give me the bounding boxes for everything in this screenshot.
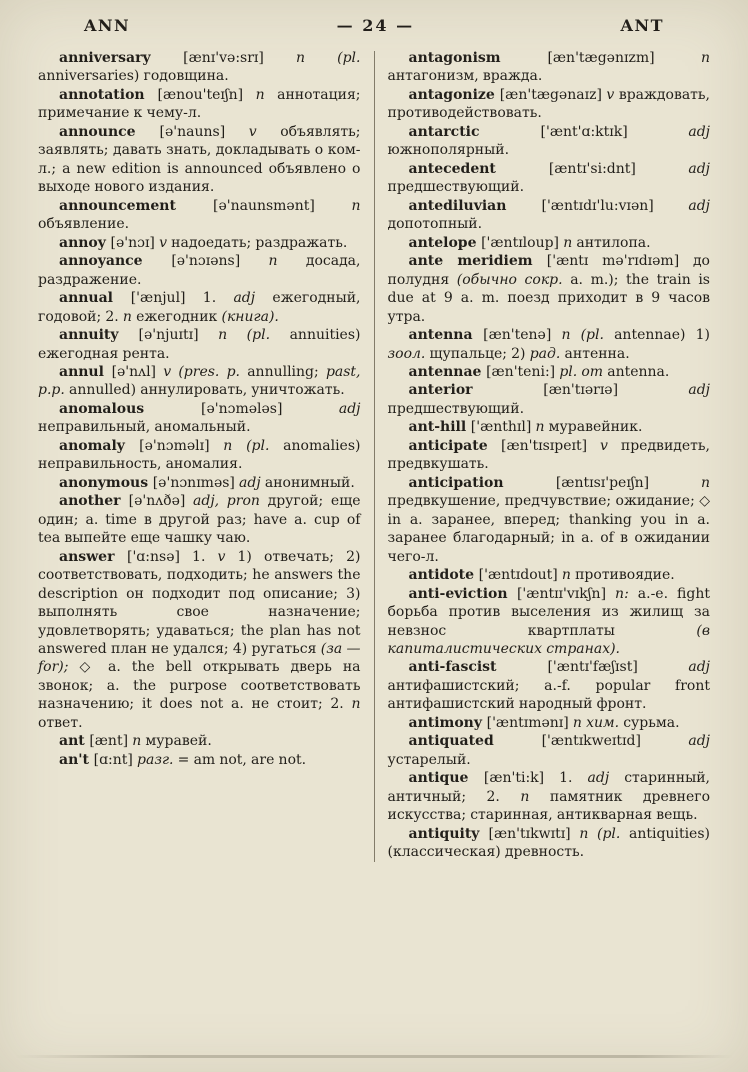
dictionary-entry [38, 289, 361, 326]
dictionary-entry [388, 566, 711, 584]
entry-headword: ant [59, 733, 90, 750]
entry-text: предвидеть, предвкушать. [387, 437, 710, 473]
entry-text: adj, pron [193, 493, 268, 510]
entry-text: [ænɪ'və:srɪ] [183, 50, 296, 66]
entry-text: ['æntɪdɪ'lu:vɪən] [541, 197, 689, 214]
dictionary-entry [388, 49, 711, 86]
entry-text: [ə'nɔnɪməs] [152, 474, 240, 491]
dictionary-entry [388, 418, 711, 436]
entry-text: враждовать, противодействовать. [387, 86, 710, 122]
entry-text: ['ɑ:nsə] 1. [127, 548, 218, 565]
dictionary-entry [388, 363, 711, 381]
entry-text: n [351, 197, 361, 214]
entry-headword: anticipate [408, 437, 501, 454]
entry-text: ['æntɪɪ'vɪkʃn] [516, 585, 616, 602]
dictionary-entry [388, 437, 711, 474]
entry-text: южнополярный. [387, 142, 510, 159]
header-guide-word-right: ANT [620, 16, 664, 35]
entry-text: ['æntɪdout] [478, 567, 562, 584]
entry-text: [ə'nʌðə] [128, 493, 194, 510]
entry-text: [æntɪsɪ'peɪʃn] [555, 474, 701, 491]
entry-text: n (pl. [579, 825, 630, 842]
entry-text: анонимный. [264, 474, 355, 491]
entry-headword: anti-fascist [408, 659, 548, 676]
entry-text: 1) отвечать; 2) соответствовать, подходить; he answers the description он подходит под описание; 3) выполнять свое назначение; удовлетворять; удаваться; the plan has not answered план не удался; 4) ругаться [38, 548, 361, 657]
entry-text: ['æntɪ'fæʃɪst] [547, 659, 689, 676]
entry-text: [ə'nʌl] [111, 363, 164, 380]
entry-text: антагонизм, вражда. [387, 68, 543, 85]
entry-text: n [563, 234, 577, 251]
entry-text: antenna. [607, 363, 670, 380]
entry-headword: announcement [59, 197, 213, 214]
dictionary-entry [38, 326, 361, 363]
header-guide-word-left: ANN [84, 16, 131, 35]
entry-text: n [700, 474, 710, 491]
entry-text: [æn'ti:k] 1. [483, 770, 588, 787]
dictionary-entry [38, 751, 361, 769]
entry-text: adj [688, 659, 710, 676]
entry-text: [ɑ:nt] [93, 751, 138, 768]
entry-text: n [700, 50, 710, 66]
entry-text: annulling; [247, 363, 326, 380]
entry-text: annulled) аннулировать, уничтожать. [69, 382, 345, 399]
page-number: — 24 — [336, 16, 415, 35]
entry-text: n: [615, 585, 638, 602]
entry-text: v [248, 123, 281, 140]
entry-text: (за — for); [38, 641, 361, 676]
entry-text: [æn'tɪərɪə] [543, 382, 689, 399]
dictionary-entry [38, 474, 361, 492]
dictionary-entry [388, 825, 711, 862]
entry-text: допотопный. [387, 216, 483, 233]
entry-text: [ə'njuɪtɪ] [138, 327, 219, 344]
dictionary-entry [388, 585, 711, 659]
entry-text: рад. [529, 345, 565, 362]
entry-text: n [132, 733, 146, 750]
entry-text: памятник древнего искусства; старинная, антикварная вещь. [387, 788, 711, 824]
entry-text: [æn'tɪkwɪtɪ] [488, 825, 580, 842]
entry-headword: antecedent [408, 160, 549, 177]
entry-headword: antimony [408, 714, 487, 731]
entry-text: другой; еще один; a. time в другой раз; have a. cup of tea выпейте еще чашку чаю. [38, 493, 361, 547]
entry-text: ['æntɪ mə'rɪdɪəm] до полудня [387, 253, 710, 288]
entry-headword: annoyance [59, 253, 172, 270]
dictionary-entry [388, 658, 711, 713]
entry-text: = am not, are not. [177, 751, 307, 768]
dictionary-entry [388, 714, 711, 732]
entry-text: v [600, 437, 621, 454]
entry-text: объявлять; заявлять; давать знать, докладывать о ком-л.; a new edition is announced объявлено о выходе нового издания. [38, 123, 361, 196]
dictionary-entry [38, 732, 361, 750]
dictionary-entry [388, 252, 711, 326]
entry-text: n (pl. [561, 327, 615, 344]
entry-headword: anti-eviction [408, 585, 517, 602]
entry-text: предшествующий. [387, 179, 525, 196]
entry-text: объявление. [38, 216, 130, 233]
entry-text: [æntɪ'si:dnt] [548, 160, 689, 177]
entry-headword: annotation [59, 86, 158, 103]
entry-text: n [122, 308, 137, 325]
right-column [388, 49, 711, 862]
entry-text: [æn'tægənɪzm] [547, 50, 701, 66]
dictionary-entry [388, 732, 711, 769]
entry-text: антенна. [564, 345, 630, 362]
entry-text: adj [688, 733, 710, 750]
entry-text: adj [688, 382, 710, 399]
entry-text: anomalies) неправильность, аномалия. [38, 437, 361, 473]
entry-headword: an't [59, 751, 94, 768]
entry-text: [æn'tenə] [483, 327, 562, 344]
dictionary-entry [38, 49, 361, 86]
entry-text: n [561, 567, 576, 584]
entry-text: ['æntɪloup] [481, 234, 564, 251]
entry-text: ежегодник [136, 308, 222, 325]
entry-text: [ə'nɔməlɪ] [139, 437, 224, 454]
dictionary-entry [388, 326, 711, 363]
dictionary-entry [388, 197, 711, 234]
entry-headword: annuity [59, 327, 139, 344]
entry-text: antennae) 1) [614, 327, 710, 344]
column-divider [374, 51, 375, 862]
entry-text: предвкушение, предчувствие; ожидание; ◇ in a. заранее, вперед; thanking you in a. заранее благодарный; in a. of в ожидании чего-л. [387, 493, 710, 565]
entry-text: anniversaries) годовщина. [38, 68, 229, 85]
entry-headword: annul [59, 363, 112, 380]
entry-text: annuities) ежегодная рента. [38, 327, 361, 362]
entry-text: adj [239, 474, 265, 491]
text-columns [38, 49, 710, 862]
entry-text: [æn'tægənaɪz] [499, 86, 607, 103]
page-header [38, 16, 710, 35]
left-column [38, 49, 361, 862]
entry-text: [æn'teni:] [486, 363, 560, 380]
entry-text: n (pl. [223, 437, 284, 454]
entry-text: past, p.p. [38, 363, 361, 399]
entry-headword: antenna [408, 327, 484, 344]
entry-text: (в капиталистических странах). [387, 622, 710, 657]
entry-text: [ə'nɔɪ] [110, 234, 160, 251]
entry-headword: antediluvian [408, 197, 542, 214]
entry-text: сурьма. [623, 714, 680, 731]
entry-text: v [159, 234, 172, 251]
entry-text: n хим. [572, 714, 624, 731]
entry-text: ['æntɪmənɪ] [486, 714, 573, 731]
entry-headword: anniversary [59, 50, 184, 66]
entry-text: n [520, 788, 550, 805]
entry-text: n (pl. [295, 50, 361, 66]
dictionary-entry [38, 363, 361, 400]
entry-text: n (pl. [218, 327, 290, 344]
entry-text: щупальце; 2) [429, 345, 530, 362]
entry-text: [æn'tɪsɪpeɪt] [500, 437, 600, 454]
entry-headword: antidote [408, 567, 479, 584]
entry-headword: antennae [408, 363, 487, 380]
entry-text: v [606, 86, 619, 103]
entry-text: [ə'nɔɪəns] [171, 253, 269, 270]
entry-text: ['ænt'ɑ:ktɪk] [540, 123, 689, 140]
dictionary-entry [38, 437, 361, 474]
entry-headword: ant-hill [408, 419, 471, 436]
dictionary-entry [388, 86, 711, 123]
entry-text: adj [338, 400, 361, 417]
entry-text: предшествующий. [387, 400, 525, 417]
entry-headword: ante meridiem [408, 253, 547, 270]
entry-text: [ænt] [89, 733, 133, 750]
entry-text: ['ænthɪl] [470, 419, 536, 436]
dictionary-entry [38, 86, 361, 123]
dictionary-entry [388, 381, 711, 418]
entry-text: [ə'nauns] [159, 123, 249, 140]
entry-text: неправильный, аномальный. [38, 419, 251, 436]
entry-text: ◇ a. the bell открывать дверь на звонок; a. the purpose соответствовать назначению; it does not a. не стоит; 2. [38, 659, 361, 713]
entry-headword: annoy [59, 234, 111, 251]
entry-text: ответ. [38, 714, 83, 731]
entry-headword: antelope [408, 234, 482, 251]
entry-headword: antarctic [408, 123, 541, 140]
entry-text: (обычно сокр. [456, 271, 571, 288]
entry-text: антифашистский; a.-f. popular front антифашистский народный фронт. [387, 677, 710, 713]
entry-text: a.-e. fight борьба против выселения из жилищ за невзнос квартплаты [387, 585, 710, 639]
entry-headword: anticipation [408, 474, 556, 491]
entry-text: antiquities) (классическая) древность. [387, 825, 710, 861]
entry-text: антилопа. [576, 234, 651, 251]
entry-headword: announce [59, 123, 160, 140]
dictionary-entry [38, 197, 361, 234]
entry-headword: antique [408, 770, 484, 787]
entry-text: [ə'nɔmələs] [201, 400, 339, 417]
dictionary-entry [38, 123, 361, 197]
dictionary-entry [388, 769, 711, 824]
dictionary-entry [388, 160, 711, 197]
entry-text: adj [688, 160, 710, 177]
entry-text: pl. от [559, 363, 608, 380]
entry-text: муравейник. [548, 419, 643, 436]
entry-text: adj [688, 197, 710, 214]
dictionary-entry [38, 400, 361, 437]
entry-text: adj [587, 770, 625, 787]
entry-text: ['æntɪkweɪtɪd] [541, 733, 689, 750]
entry-text: муравей. [145, 733, 212, 750]
entry-text: n [268, 253, 306, 270]
entry-headword: anomalous [59, 400, 202, 417]
dictionary-entry [38, 548, 361, 733]
entry-headword: antagonism [408, 50, 548, 66]
entry-headword: answer [59, 548, 127, 565]
entry-text: n [255, 86, 278, 103]
dictionary-entry [38, 492, 361, 547]
entry-text: досада, раздражение. [38, 253, 361, 288]
entry-headword: anomaly [59, 437, 140, 454]
entry-text: надоедать; раздражать. [171, 234, 348, 251]
entry-text: устарелый. [387, 751, 471, 768]
entry-headword: antiquated [408, 733, 542, 750]
entry-text: ['ænjul] 1. [130, 290, 234, 307]
entry-text: зоол. [387, 345, 430, 362]
entry-text: n [535, 419, 549, 436]
entry-text: adj [688, 123, 710, 140]
entry-text: v (pres. p. [163, 363, 248, 380]
entry-text: adj [233, 290, 273, 307]
entry-text: противоядие. [575, 567, 675, 584]
dictionary-entry [38, 252, 361, 289]
dictionary-entry [388, 474, 711, 566]
entry-headword: antiquity [408, 825, 489, 842]
dictionary-entry [388, 234, 711, 252]
entry-text: n [351, 696, 361, 713]
entry-text: a. m.); the train is due at 9 a. m. поезд приходит в 9 часов утра. [387, 271, 710, 325]
entry-headword: anonymous [59, 474, 153, 491]
entry-text: разг. [137, 751, 178, 768]
dictionary-entry [38, 234, 361, 252]
entry-headword: annual [59, 290, 131, 307]
entry-headword: antagonize [408, 86, 500, 103]
entry-headword: anterior [408, 382, 544, 399]
entry-text: ежегодный, годовой; 2. [38, 290, 361, 325]
entry-text: v [217, 548, 238, 565]
entry-text: аннотация; примечание к чему-л. [38, 86, 361, 122]
entry-text: (книга). [221, 308, 279, 325]
dictionary-entry [388, 123, 711, 160]
entry-text: [ænou'teɪʃn] [157, 86, 256, 103]
entry-text: старинный, античный; 2. [387, 770, 710, 805]
entry-headword: another [59, 493, 129, 510]
entry-text: [ə'naunsmənt] [212, 197, 352, 214]
